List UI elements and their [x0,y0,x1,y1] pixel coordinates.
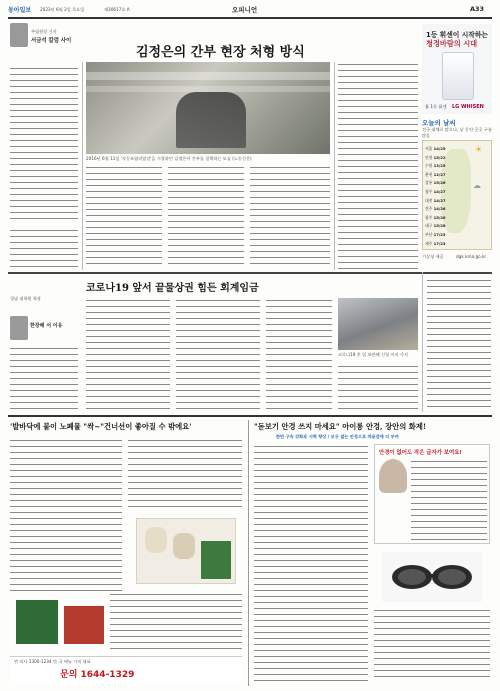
bottom-right-text-1 [254,444,368,682]
weather-city: 서울 14/25 인천 15/22 수원 13/25 춘천 12/27 강릉 15/26 청주 14/27 대전 14/27 전주 14/26 광주 15/26 대구 15/28 부산 17/23 제주 17/23 [425,146,446,246]
ad-badge: 흡 1등 휘센 [425,104,447,109]
photo-figure-group [176,92,246,148]
section-name: 오피니언 [232,6,258,14]
author-role: 주필원장 기자 [31,29,57,34]
city-list [425,145,491,248]
bottom-left-text-3 [110,592,242,652]
weather-credit: dgk.kma.go.kr [456,254,487,259]
bottom-right-headline: "돋보기 안경 쓰지 마세요" 아이롱 안경, 장안의 화제! [254,422,427,431]
aircon-product [442,52,474,100]
edition: 제30617호 A [104,7,130,12]
product-box-green [16,600,58,644]
middle-author-photo [10,316,28,340]
middle-author-box [10,296,78,342]
weather-box [422,118,492,268]
column-text-4 [168,165,244,269]
column-headline: 김정은의 간부 현장 처형 방식 [136,45,305,60]
phone-text: 만 의사 1300-1234 만 국 메뉴 가격 대표 [14,659,91,664]
ad-brand: LG WHISEN [452,104,484,110]
middle-headline: 코로나19 앞서 끝물상권 힘든 회계임금 [86,283,259,294]
sun-icon: ☀ [475,145,483,154]
glasses-box-text [411,459,487,541]
phone-strip[interactable] [10,656,242,682]
author-box [10,23,72,57]
ad-headline-2: 청정바람의 시대 [426,39,478,48]
masthead [8,4,492,16]
column-left-text-1 [10,66,78,224]
patch-2 [173,533,195,559]
glasses-box [374,444,490,544]
date-line: 2023년 6월 2일 목요일 [40,7,85,12]
weather-subtitle: 전국 대체로 맑으나, 낮 동안 곳곳 구름 많음 [422,127,492,138]
patch-1 [145,527,167,553]
masthead-rule [8,17,492,19]
middle-text-1 [10,346,78,410]
photo-row-1 [86,72,330,80]
weather-footer: 기상청 제공 [422,254,444,259]
column-text-6 [338,62,418,269]
photo-caption: 2016년 6월 11일 '자동조립작업장'을 시찰하던 김정은이 간부를 질책하는 모습 (노동신문) [86,156,252,161]
author-name: 서금석 칼럼 사이 [31,38,72,44]
model-photo [379,459,407,493]
divider [248,420,249,686]
bottom-right-text-2 [374,608,490,682]
glasses-icon [382,552,482,602]
weather-map [422,140,492,250]
bottom-left-headline: '발바닥에 붙이 노폐물 "싹~"건너선이 좋아질 수 밖에요' [10,422,192,431]
middle-text-4 [266,298,332,410]
product-box-red [64,606,104,644]
photo-row-2 [86,86,330,92]
column-text-3 [86,165,162,269]
section-rule [8,415,492,417]
bottom-left-ad[interactable] [8,420,244,686]
patch-box [201,541,231,579]
column-left-text-2 [10,228,78,268]
whisen-ad[interactable] [422,24,492,114]
page-number: A33 [470,5,485,13]
middle-text-2 [86,298,170,410]
column-photo [86,62,330,154]
middle-photo [338,298,418,350]
glasses-box-title: 안경이 없어도 작은 글자가 보여요! [379,450,462,456]
middle-text-3 [176,298,260,410]
patch-product-image [136,518,236,584]
glasses-product-image [382,552,482,602]
listing-box [422,272,492,412]
bottom-left-text-1 [10,438,122,594]
section-rule [8,272,492,274]
weather-title: 오늘의 날씨 [422,119,456,127]
author-photo [10,23,28,47]
divider [334,62,335,270]
cloud-icon: ☁ [473,181,481,190]
middle-author-name: 한장해 서 이유 [30,323,63,329]
bottom-left-text-2 [128,438,242,512]
column-text-5 [250,165,330,269]
middle-author-role: 경남 대학원 학장 [10,296,41,301]
bottom-right-sub: 한번 구속 강화로 시력 향상 / 모두 없는 안경으로 착용감에 더 부여 [276,434,399,439]
bottom-right-ad[interactable] [252,420,492,686]
divider [82,62,83,270]
paper-name: 동아일보 [8,7,32,14]
ad-headline-1: 1등 휘센이 시작하는 [426,31,488,39]
listing-text [427,278,491,408]
middle-text-5 [338,364,418,410]
phone-number[interactable]: 문의 1644-1329 [60,670,135,680]
middle-photo-caption: 코로나19 후 입 보관해 신청 이미 가지 [338,352,408,357]
